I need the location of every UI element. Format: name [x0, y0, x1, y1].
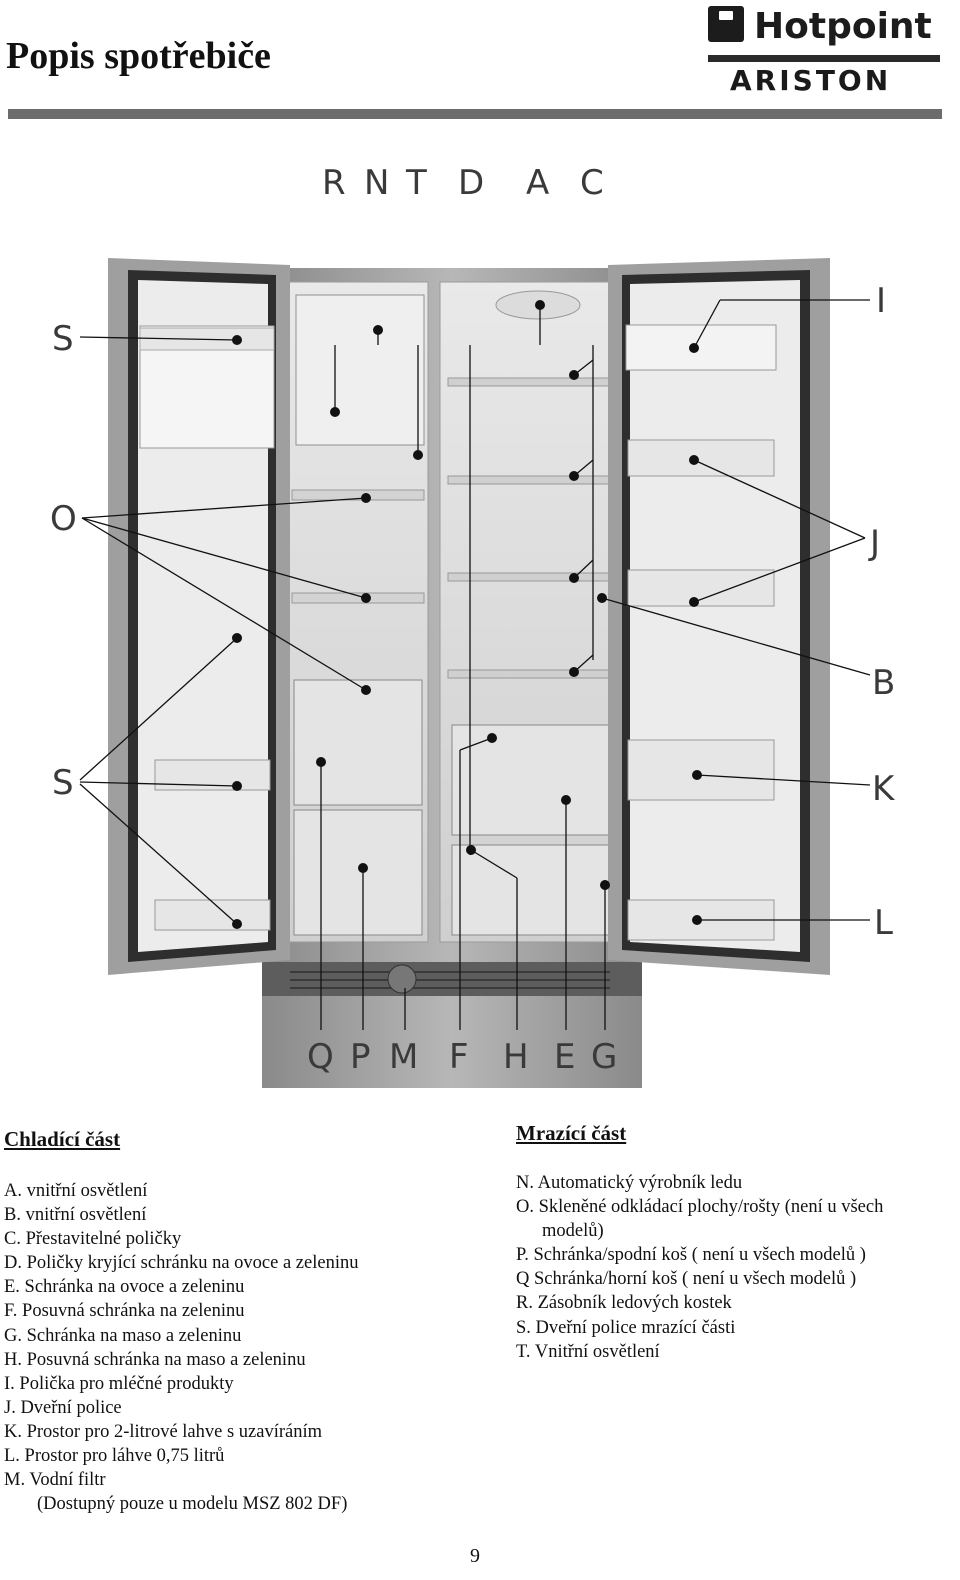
- hotpoint-logo-mark: [706, 2, 942, 52]
- fridge-section-heading: Chladící část: [4, 1127, 121, 1151]
- fridge-door-shelf: [628, 570, 774, 606]
- freezer-legend: [516, 1171, 883, 1364]
- legend-item: O. Skleněné odkládací plochy/rošty (není u všech: [516, 1197, 884, 1218]
- legend-item: P. Schránka/spodní koš ( není u všech modelů ): [516, 1245, 866, 1266]
- legend-item: N. Automatický výrobník ledu: [516, 1173, 743, 1193]
- legend-item: T. Vnitřní osvětlení: [516, 1341, 660, 1362]
- dairy-compartment: [626, 325, 776, 370]
- legend-item: A. vnitřní osvětlení: [4, 1181, 148, 1201]
- freezer-basket-upper: [294, 680, 422, 805]
- label-o: O: [50, 499, 77, 539]
- legend-item: Q Schránka/horní koš ( není u všech modelů ): [516, 1269, 857, 1290]
- page-title: Popis spotřebiče: [6, 35, 271, 77]
- legend-item: H. Posuvná schránka na maso a zeleninu: [4, 1349, 306, 1370]
- brand-hotpoint-text: Hotpoint: [754, 6, 932, 47]
- page-number: 9: [470, 1545, 480, 1567]
- legend-item: C. Přestavitelné poličky: [4, 1229, 182, 1250]
- fridge-door-shelf: [628, 440, 774, 476]
- label-b: B: [872, 663, 896, 703]
- label-q: Q: [307, 1037, 334, 1077]
- freezer-shelf: [292, 593, 424, 603]
- fridge-illustration: [0, 150, 960, 1100]
- legend-item: E. Schránka na ovoce a zeleninu: [4, 1277, 245, 1298]
- legend-item: D. Poličky kryjící schránku na ovoce a zeleninu: [4, 1253, 359, 1274]
- label-e: E: [554, 1037, 576, 1077]
- label-s-upper: S: [52, 319, 74, 359]
- legend-item: K. Prostor pro 2-litrové lahve s uzavíráním: [4, 1421, 323, 1442]
- freezer-section-heading: Mrazící část: [516, 1121, 627, 1145]
- label-l: L: [874, 903, 893, 943]
- fridge-drawer-lower: [452, 845, 616, 935]
- legend-item: S. Dveřní police mrazící části: [516, 1317, 736, 1338]
- label-c: C: [580, 163, 604, 203]
- legend-item: F. Posuvná schránka na zeleninu: [4, 1301, 245, 1322]
- legend-item: B. vnitřní osvětlení: [4, 1205, 147, 1226]
- legend-item: L. Prostor pro láhve 0,75 litrů: [4, 1446, 225, 1467]
- legend-item: I. Polička pro mléčné produkty: [4, 1373, 234, 1394]
- fridge-legend: [4, 1179, 358, 1516]
- label-d: D: [458, 163, 485, 203]
- fridge-drawer-upper: [452, 725, 616, 835]
- header-rule: [8, 109, 942, 119]
- label-i: I: [876, 281, 887, 321]
- freezer-basket-lower: [294, 810, 422, 935]
- legend-item: G. Schránka na maso a zeleninu: [4, 1325, 242, 1346]
- label-r: R: [322, 163, 346, 203]
- freezer-door-shelf: [155, 900, 270, 930]
- legend-item: M. Vodní filtr: [4, 1470, 106, 1491]
- label-k: K: [872, 769, 895, 809]
- fridge-shelf: [448, 670, 618, 678]
- legend-item-note: (Dostupný pouze u modelu MSZ 802 DF): [37, 1494, 348, 1515]
- label-p: P: [350, 1037, 371, 1077]
- label-t: T: [406, 163, 427, 203]
- bottle-shelf-2l: [628, 740, 774, 800]
- fridge-diagram: [0, 150, 960, 1100]
- label-h: H: [503, 1037, 529, 1077]
- label-n: N: [364, 163, 390, 203]
- legend-item: J. Dveřní police: [4, 1397, 122, 1418]
- ice-maker: [296, 295, 424, 445]
- fridge-door-liner: [630, 280, 800, 952]
- label-f: F: [449, 1037, 469, 1077]
- label-m: M: [389, 1037, 419, 1077]
- label-a: A: [526, 163, 550, 203]
- label-g: G: [591, 1037, 618, 1077]
- water-filter-cap: [388, 965, 416, 993]
- logo-divider: [708, 55, 940, 62]
- brand-ariston-text: ARISTON: [730, 64, 892, 97]
- label-s-lower: S: [52, 763, 74, 803]
- label-j: J: [870, 523, 881, 563]
- legend-item-continuation: modelů): [542, 1221, 604, 1242]
- brand-logo: [706, 2, 942, 98]
- legend-item: R. Zásobník ledových kostek: [516, 1293, 732, 1314]
